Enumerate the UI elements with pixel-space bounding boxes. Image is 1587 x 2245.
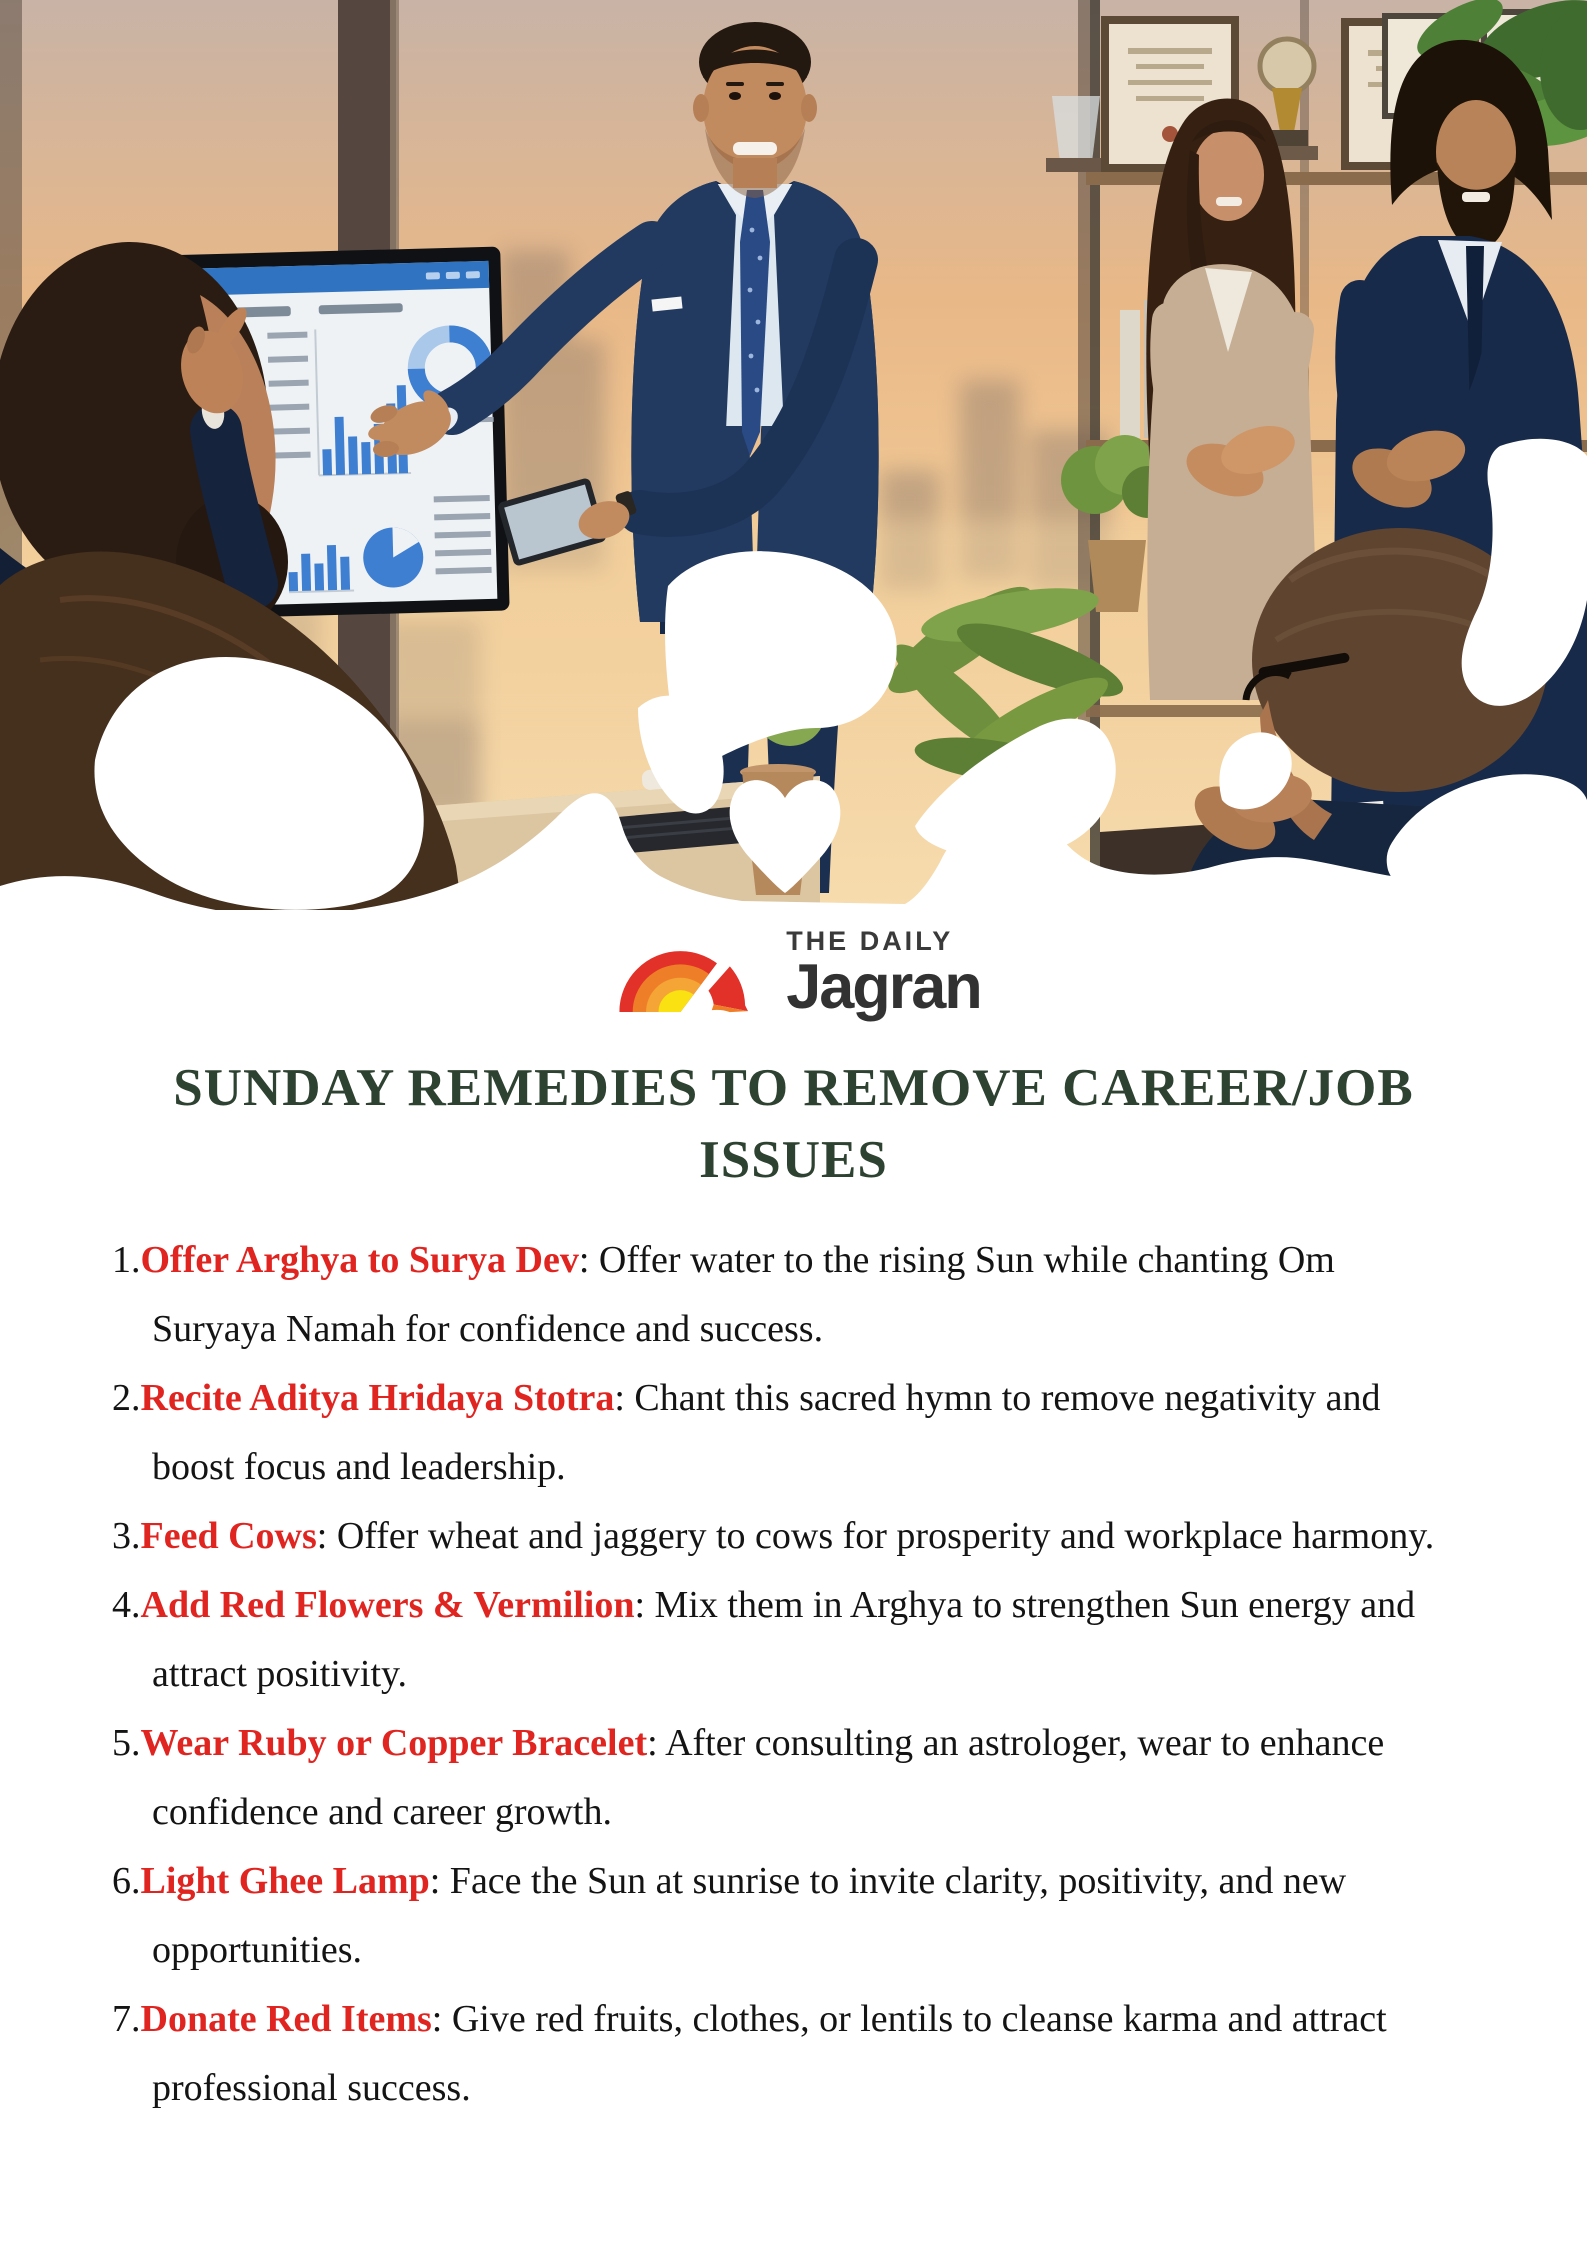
list-item — [112, 1571, 1459, 1709]
office-presentation-photo — [0, 0, 1587, 910]
page-title-line1: SUNDAY REMEDIES TO REMOVE CAREER/JOB — [173, 1059, 1414, 1117]
list-item — [112, 1226, 1459, 1364]
list-item — [112, 1985, 1459, 2123]
item-lead: Recite Aditya Hridaya Stotra — [140, 1377, 615, 1419]
list-item — [112, 1847, 1459, 1985]
item-number: 4. — [112, 1584, 141, 1626]
list-item — [112, 1709, 1459, 1847]
item-lead: Light Ghee Lamp — [140, 1860, 430, 1902]
item-text: : Offer wheat and jaggery to cows for prosperity and workplace harmony. — [316, 1515, 1435, 1557]
item-lead: Offer Arghya to Surya Dev — [140, 1239, 579, 1281]
page-title — [60, 1052, 1527, 1196]
office-scene — [0, 0, 1587, 910]
item-text: : Offer water to the rising Sun while chanting Om Suryaya Namah for confidence and success. — [152, 1239, 1335, 1350]
item-text: : Chant this sacred hymn to remove negativity and boost focus and leadership. — [152, 1377, 1381, 1488]
item-text: : Give red fruits, clothes, or lentils to cleanse karma and attract professional success. — [152, 1998, 1387, 2109]
brand-name-top: THE DAILY — [786, 926, 954, 956]
smile — [733, 142, 777, 155]
item-number: 6. — [112, 1860, 141, 1902]
item-number: 1. — [112, 1239, 141, 1281]
item-text: : Face the Sun at sunrise to invite clarity, positivity, and new opportunities. — [152, 1860, 1347, 1971]
item-lead: Wear Ruby or Copper Bracelet — [140, 1722, 648, 1764]
item-number: 7. — [112, 1998, 141, 2040]
item-text: : After consulting an astrologer, wear to enhance confidence and career growth. — [152, 1722, 1385, 1833]
item-text: : Mix them in Arghya to strengthen Sun energy and attract positivity. — [152, 1584, 1416, 1695]
item-number: 2. — [112, 1377, 141, 1419]
daily-jagran-logo — [0, 922, 1587, 1026]
list-item — [112, 1502, 1459, 1571]
rising-sun-icon — [606, 922, 768, 1024]
item-number: 5. — [112, 1722, 141, 1764]
brand-name-main: Jagran — [786, 952, 981, 1022]
remedies-list — [0, 1226, 1587, 2123]
item-lead: Donate Red Items — [140, 1998, 432, 2040]
brand-text — [786, 922, 981, 1022]
list-item — [112, 1364, 1459, 1502]
item-number: 3. — [112, 1515, 141, 1557]
item-lead: Add Red Flowers & Vermilion — [140, 1584, 635, 1626]
item-lead: Feed Cows — [140, 1515, 317, 1557]
page-title-line2: ISSUES — [699, 1131, 888, 1189]
